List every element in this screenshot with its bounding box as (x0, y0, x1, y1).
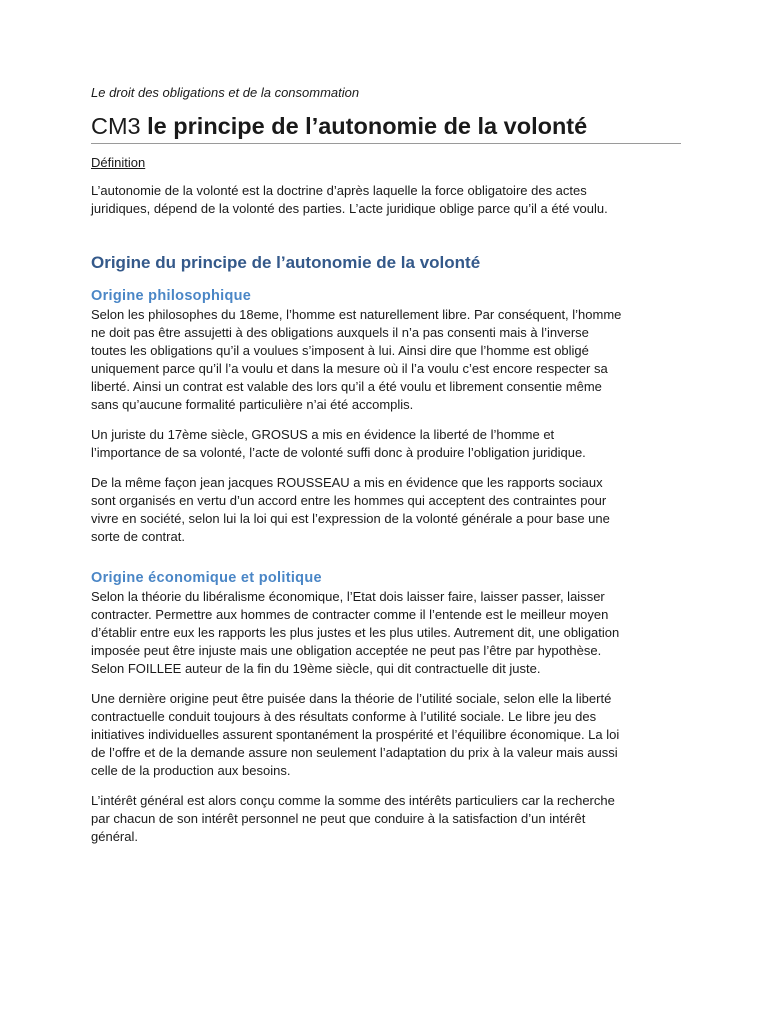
text-line: Selon la théorie du libéralisme économique, l’Etat dois laisser faire, laisser passer, laisser (91, 589, 605, 604)
text-line: d’établir entre eux les rapports les plus justes et les plus utiles. Autrement dit, une obligation (91, 625, 620, 640)
text-line: l’importance de sa volonté, l’acte de volonté suffi donc à produire l’obligation juridique. (91, 445, 586, 460)
definition-label: Définition (91, 155, 146, 170)
text-line: sorte de contrat. (91, 529, 185, 544)
title-main: le principe de l’autonomie de la volonté (147, 113, 588, 139)
subsection-heading: Origine philosophique (91, 288, 252, 304)
text-line: De la même façon jean jacques ROUSSEAU a mis en évidence que les rapports sociaux (91, 475, 603, 490)
paragraph (91, 690, 681, 780)
text-line: L’intérêt général est alors conçu comme la somme des intérêts particuliers car la recherche (91, 793, 615, 808)
text-line: par chacun de son intérêt personnel ne peut que conduire à la satisfaction d’un intérêt (91, 811, 586, 826)
section-heading: Origine du principe de l’autonomie de la volonté (91, 253, 481, 272)
text-line: initiatives individuelles assurent spontanément la prospérité et l’équilibre économique. La loi (91, 727, 620, 742)
text-line: imposée peut être injuste mais une obligation acceptée ne peut pas l’être par hypothèse. (91, 643, 602, 658)
paragraph (91, 426, 681, 462)
subsection-heading: Origine économique et politique (91, 570, 322, 586)
text-line: contracter. Permettre aux hommes de contracter comme il l’entende est le meilleur moyen (91, 607, 609, 622)
text-line: uniquement parce qu’il l’a voulu et dans la mesure où il l’a voulu c’est encore respecter sa (91, 361, 608, 376)
text-line: de l’offre et de la demande assure non seulement l’adaptation du prix à la valeur mais aussi (91, 745, 618, 760)
text-line: juridiques, dépend de la volonté des parties. L’acte juridique oblige parce qu’il a été voulu. (91, 201, 608, 216)
text-line: toutes les obligations qu’il a voulues s’imposent à lui. Ainsi dire que l’homme est obligé (91, 343, 589, 358)
text-line: sans qu’aucune formalité particulière n’ai été accomplis. (91, 397, 414, 412)
document-header: Le droit des obligations et de la consommation (91, 85, 360, 100)
paragraph (91, 792, 681, 846)
definition-paragraph (91, 182, 681, 218)
text-line: sont organisés en vertu d’un accord entre les hommes qui acceptent des contraintes pour (91, 493, 607, 508)
text-line: général. (91, 829, 138, 844)
text-line: Un juriste du 17ème siècle, GROSUS a mis en évidence la liberté de l’homme et (91, 427, 555, 442)
page-title (91, 111, 681, 144)
text-line: L’autonomie de la volonté est la doctrine d’après laquelle la force obligatoire des actes (91, 183, 587, 198)
text-line: vivre en société, selon lui la loi qui est l’expression de la volonté générale a pour base une (91, 511, 610, 526)
text-line: celle de la production aux besoins. (91, 763, 291, 778)
paragraph (91, 588, 681, 678)
document-page (91, 84, 681, 846)
text-line: ne doit pas être assujetti à des obligations auxquels il n’a pas consenti mais à l’inverse (91, 325, 589, 340)
text-line: contractuelle conduit toujours à des résultats conforme à l’utilité sociale. Le libre jeu des (91, 709, 597, 724)
text-line: liberté. Ainsi un contrat est valable des lors qu’il a été voulu et librement consentie même (91, 379, 602, 394)
text-line: Selon les philosophes du 18eme, l’homme est naturellement libre. Par conséquent, l’homme (91, 307, 622, 322)
paragraph (91, 474, 681, 546)
title-prefix: CM3 (91, 113, 141, 139)
paragraph (91, 306, 681, 414)
text-line: Selon FOILLEE auteur de la fin du 19ème siècle, qui dit contractuelle dit juste. (91, 661, 541, 676)
text-line: Une dernière origine peut être puisée dans la théorie de l’utilité sociale, selon elle la liberté (91, 691, 612, 706)
